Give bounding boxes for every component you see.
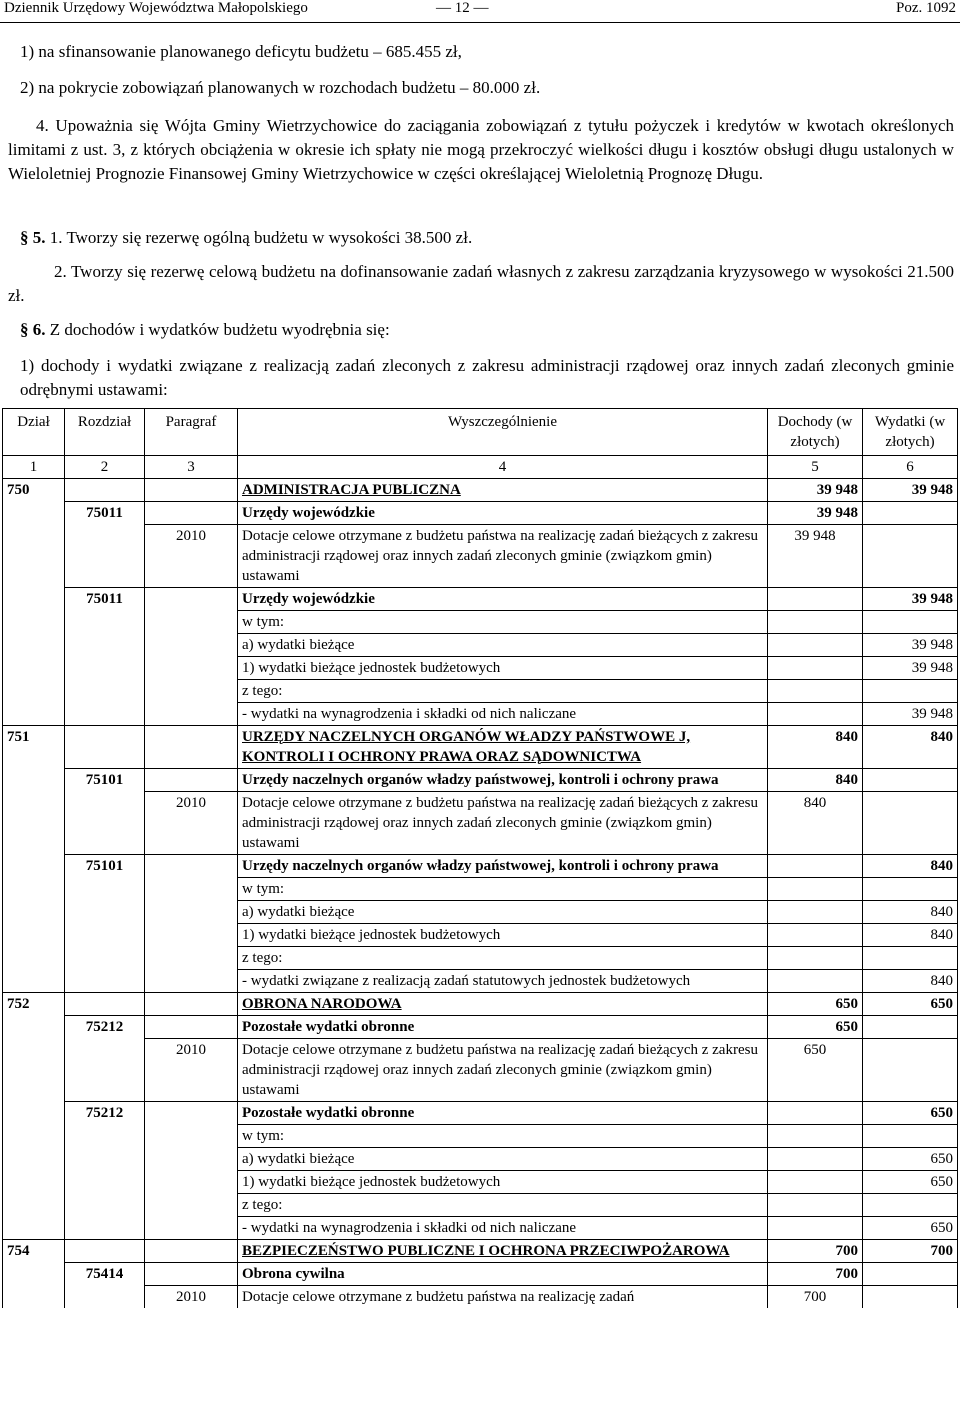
cell-description: Obrona cywilna (238, 1263, 768, 1286)
table-row (3, 878, 958, 901)
cell-rozdzial: 75011 (65, 502, 145, 525)
table-row (3, 1016, 958, 1039)
cell-paragraf (145, 634, 238, 657)
table-row (3, 855, 958, 878)
cell-description: a) wydatki bieżące (238, 901, 768, 924)
cell-paragraf (145, 1217, 238, 1240)
section-text: 1. Tworzy się rezerwę ogólną budżetu w wysokości 38.500 zł. (45, 228, 473, 247)
cell-rozdzial (65, 1125, 145, 1148)
table-row (3, 769, 958, 792)
table-row (3, 502, 958, 525)
cell-income (768, 1148, 863, 1171)
cell-income (768, 634, 863, 657)
cell-description: OBRONA NARODOWA (238, 993, 768, 1016)
cell-expenses: 39 948 (863, 657, 958, 680)
section-symbol: § 6. (20, 320, 46, 339)
cell-description: - wydatki związane z realizacją zadań statutowych jednostek budżetowych (238, 970, 768, 993)
cell-rozdzial: 75011 (65, 588, 145, 611)
cell-expenses (863, 611, 958, 634)
col-header-paragraf: Paragraf (145, 409, 238, 456)
cell-rozdzial (65, 634, 145, 657)
cell-description: z tego: (238, 680, 768, 703)
cell-expenses: 840 (863, 726, 958, 769)
table-row (3, 1125, 958, 1148)
cell-paragraf (145, 769, 238, 792)
paragraph-authorization (8, 114, 954, 186)
cell-income (768, 1102, 863, 1125)
cell-expenses: 840 (863, 924, 958, 947)
cell-rozdzial: 75212 (65, 1102, 145, 1125)
cell-rozdzial (65, 924, 145, 947)
cell-expenses (863, 1263, 958, 1286)
cell-expenses: 650 (863, 1171, 958, 1194)
section-text: Z dochodów i wydatków budżetu wyodrębnia się: (45, 320, 390, 339)
cell-rozdzial (65, 1286, 145, 1309)
col-number: 2 (65, 456, 145, 479)
cell-income: 650 (768, 993, 863, 1016)
cell-description: - wydatki na wynagrodzenia i składki od nich naliczane (238, 703, 768, 726)
cell-paragraf (145, 680, 238, 703)
cell-description: 1) wydatki bieżące jednostek budżetowych (238, 924, 768, 947)
cell-paragraf (145, 1194, 238, 1217)
cell-income: 39 948 (768, 479, 863, 502)
cell-expenses (863, 1194, 958, 1217)
cell-description: Dotacje celowe otrzymane z budżetu państwa na realizację zadań bieżących z zakresu administracji rządowej oraz innych zadań zleconych gminie (związkom gmin) ustawami (238, 792, 768, 855)
col-number: 1 (3, 456, 65, 479)
cell-description: Urzędy naczelnych organów władzy państwowej, kontroli i ochrony prawa (238, 769, 768, 792)
table-row (3, 479, 958, 502)
position-number: Poz. 1092 (896, 0, 956, 16)
cell-income (768, 878, 863, 901)
cell-dzial (3, 1286, 65, 1309)
cell-description: Urzędy naczelnych organów władzy państwowej, kontroli i ochrony prawa (238, 855, 768, 878)
cell-dzial (3, 1194, 65, 1217)
table-row (3, 588, 958, 611)
table-row (3, 947, 958, 970)
cell-expenses: 650 (863, 1102, 958, 1125)
cell-paragraf (145, 611, 238, 634)
cell-rozdzial (65, 680, 145, 703)
cell-rozdzial (65, 970, 145, 993)
table-row (3, 1240, 958, 1263)
cell-paragraf: 2010 (145, 792, 238, 855)
cell-income (768, 970, 863, 993)
table-row (3, 657, 958, 680)
cell-rozdzial (65, 1194, 145, 1217)
cell-rozdzial (65, 993, 145, 1016)
cell-dzial (3, 1102, 65, 1125)
cell-paragraf (145, 901, 238, 924)
cell-dzial (3, 855, 65, 878)
cell-income (768, 1125, 863, 1148)
cell-rozdzial (65, 878, 145, 901)
col-header-description: Wyszczególnienie (238, 409, 768, 456)
table-row (3, 1194, 958, 1217)
cell-description: BEZPIECZEŃSTWO PUBLICZNE I OCHRONA PRZECIWPOŻAROWA (238, 1240, 768, 1263)
cell-dzial: 752 (3, 993, 65, 1016)
table-row (3, 1039, 958, 1102)
table-row (3, 703, 958, 726)
cell-dzial (3, 1125, 65, 1148)
cell-paragraf (145, 1263, 238, 1286)
cell-dzial: 751 (3, 726, 65, 769)
cell-paragraf (145, 1148, 238, 1171)
cell-dzial (3, 1171, 65, 1194)
cell-dzial (3, 947, 65, 970)
cell-expenses: 840 (863, 901, 958, 924)
table-row (3, 1217, 958, 1240)
cell-income (768, 657, 863, 680)
cell-expenses (863, 947, 958, 970)
table-row (3, 1102, 958, 1125)
cell-expenses (863, 769, 958, 792)
cell-paragraf: 2010 (145, 1039, 238, 1102)
cell-expenses (863, 525, 958, 588)
cell-dzial (3, 769, 65, 792)
cell-income: 840 (768, 769, 863, 792)
cell-rozdzial (65, 1217, 145, 1240)
cell-description: ADMINISTRACJA PUBLICZNA (238, 479, 768, 502)
cell-rozdzial (65, 1148, 145, 1171)
table-row (3, 993, 958, 1016)
paragraph-obligations: 2) na pokrycie zobowiązań planowanych w rozchodach budżetu – 80.000 zł. (20, 78, 541, 97)
cell-dzial (3, 657, 65, 680)
cell-dzial (3, 634, 65, 657)
cell-expenses (863, 1286, 958, 1309)
cell-income: 700 (768, 1240, 863, 1263)
cell-income: 700 (768, 1263, 863, 1286)
cell-dzial (3, 611, 65, 634)
col-number: 3 (145, 456, 238, 479)
cell-dzial (3, 1217, 65, 1240)
cell-dzial (3, 502, 65, 525)
cell-description: Dotacje celowe otrzymane z budżetu państwa na realizację zadań bieżących z zakresu administracji rządowej oraz innych zadań zleconych gminie (związkom gmin) ustawami (238, 525, 768, 588)
item-text: 2. Tworzy się rezerwę celową budżetu na dofinansowanie zadań własnych z zakresu zarządzania kryzysowego w wysokości 21.500 zł. (8, 262, 954, 305)
page-number: — 12 — (436, 0, 489, 16)
cell-income (768, 1194, 863, 1217)
cell-income (768, 947, 863, 970)
cell-description: z tego: (238, 947, 768, 970)
cell-rozdzial (65, 525, 145, 588)
cell-rozdzial (65, 726, 145, 769)
budget-table (2, 408, 958, 1308)
cell-expenses (863, 792, 958, 855)
cell-expenses (863, 1016, 958, 1039)
cell-paragraf (145, 1016, 238, 1039)
cell-rozdzial (65, 792, 145, 855)
col-number: 5 (768, 456, 863, 479)
table-row (3, 1263, 958, 1286)
cell-rozdzial: 75101 (65, 855, 145, 878)
cell-income: 840 (768, 726, 863, 769)
cell-expenses (863, 1039, 958, 1102)
cell-description: z tego: (238, 1194, 768, 1217)
cell-expenses: 39 948 (863, 588, 958, 611)
section-6-item-1: 1) dochody i wydatki związane z realizacją zadań zleconych z zakresu administracji rządowej oraz innych zadań zleconych gminie odrębnymi ustawami: (20, 356, 954, 399)
cell-description: - wydatki na wynagrodzenia i składki od nich naliczane (238, 1217, 768, 1240)
cell-description: Dotacje celowe otrzymane z budżetu państwa na realizację zadań (238, 1286, 768, 1309)
cell-rozdzial: 75212 (65, 1016, 145, 1039)
cell-dzial: 754 (3, 1240, 65, 1263)
cell-paragraf (145, 947, 238, 970)
cell-rozdzial: 75414 (65, 1263, 145, 1286)
cell-paragraf: 2010 (145, 1286, 238, 1309)
cell-rozdzial (65, 611, 145, 634)
cell-income: 700 (768, 1286, 863, 1309)
cell-income (768, 588, 863, 611)
cell-expenses: 650 (863, 1217, 958, 1240)
cell-description: Urzędy wojewódzkie (238, 502, 768, 525)
cell-description: Urzędy wojewódzkie (238, 588, 768, 611)
cell-rozdzial (65, 947, 145, 970)
cell-description: w tym: (238, 878, 768, 901)
cell-income (768, 611, 863, 634)
cell-paragraf (145, 657, 238, 680)
cell-paragraf (145, 1171, 238, 1194)
cell-income: 39 948 (768, 525, 863, 588)
table-row (3, 1286, 958, 1309)
cell-income (768, 924, 863, 947)
cell-dzial (3, 970, 65, 993)
cell-dzial (3, 588, 65, 611)
table-row (3, 611, 958, 634)
col-number: 6 (863, 456, 958, 479)
col-header-income: Dochody (w złotych) (768, 409, 863, 456)
cell-description: URZĘDY NACZELNYCH ORGANÓW WŁADZY PAŃSTWOWE J, KONTROLI I OCHRONY PRAWA ORAZ SĄDOWNICTWA (238, 726, 768, 769)
cell-expenses: 650 (863, 1148, 958, 1171)
cell-paragraf (145, 703, 238, 726)
cell-paragraf (145, 1125, 238, 1148)
cell-rozdzial (65, 1240, 145, 1263)
cell-income (768, 901, 863, 924)
table-row (3, 970, 958, 993)
cell-expenses (863, 1125, 958, 1148)
cell-paragraf (145, 993, 238, 1016)
cell-description: Pozostałe wydatki obronne (238, 1016, 768, 1039)
paragraph-number: 4. (36, 116, 49, 135)
table-row (3, 680, 958, 703)
table-row (3, 924, 958, 947)
cell-paragraf (145, 1240, 238, 1263)
table-header-row (3, 409, 958, 456)
cell-rozdzial (65, 703, 145, 726)
cell-expenses: 840 (863, 970, 958, 993)
cell-income: 650 (768, 1039, 863, 1102)
cell-description: 1) wydatki bieżące jednostek budżetowych (238, 657, 768, 680)
table-row (3, 525, 958, 588)
cell-rozdzial (65, 1171, 145, 1194)
cell-dzial (3, 525, 65, 588)
cell-expenses (863, 502, 958, 525)
cell-rozdzial (65, 657, 145, 680)
cell-income: 650 (768, 1016, 863, 1039)
section-5-item-2 (8, 260, 954, 308)
cell-income (768, 1171, 863, 1194)
col-header-expenses: Wydatki (w złotych) (863, 409, 958, 456)
cell-expenses: 39 948 (863, 634, 958, 657)
table-row (3, 634, 958, 657)
cell-rozdzial (65, 479, 145, 502)
cell-dzial (3, 1148, 65, 1171)
journal-title: Dziennik Urzędowy Województwa Małopolskiego (4, 0, 308, 16)
paragraph-deficit: 1) na sfinansowanie planowanego deficytu budżetu – 685.455 zł, (20, 42, 462, 61)
cell-expenses (863, 680, 958, 703)
cell-expenses: 39 948 (863, 703, 958, 726)
col-number: 4 (238, 456, 768, 479)
cell-paragraf (145, 855, 238, 878)
cell-dzial (3, 792, 65, 855)
table-row (3, 1171, 958, 1194)
cell-income: 840 (768, 792, 863, 855)
cell-paragraf (145, 924, 238, 947)
paragraph-text: Upoważnia się Wójta Gminy Wietrzychowice do zaciągania zobowiązań z tytułu pożyczek i kredytów w kwotach określonych limitami z ust. 3, z których obciążenia w okresie ich spłaty nie mogą przekroczyć wielkości długu i kosztów obsługi długu ustalonych w Wieloletniej Prognozie Finansowej Gminy Wietrzychowice w części określającej Wieloletnią Prognozę Długu. (8, 116, 954, 183)
cell-dzial (3, 878, 65, 901)
cell-rozdzial (65, 1039, 145, 1102)
cell-dzial (3, 1263, 65, 1286)
cell-rozdzial: 75101 (65, 769, 145, 792)
cell-description: w tym: (238, 1125, 768, 1148)
cell-dzial (3, 1016, 65, 1039)
cell-dzial (3, 703, 65, 726)
cell-paragraf (145, 502, 238, 525)
section-5 (20, 226, 960, 250)
cell-expenses: 39 948 (863, 479, 958, 502)
cell-paragraf (145, 479, 238, 502)
cell-description: Pozostałe wydatki obronne (238, 1102, 768, 1125)
cell-paragraf (145, 878, 238, 901)
cell-paragraf (145, 588, 238, 611)
cell-description: Dotacje celowe otrzymane z budżetu państwa na realizację zadań bieżących z zakresu administracji rządowej oraz innych zadań zleconych gminie (związkom gmin) ustawami (238, 1039, 768, 1102)
cell-description: w tym: (238, 611, 768, 634)
table-row (3, 792, 958, 855)
cell-dzial (3, 1039, 65, 1102)
table-row (3, 726, 958, 769)
cell-description: 1) wydatki bieżące jednostek budżetowych (238, 1171, 768, 1194)
page-header (0, 0, 960, 23)
cell-income (768, 855, 863, 878)
cell-description: a) wydatki bieżące (238, 1148, 768, 1171)
cell-expenses: 840 (863, 855, 958, 878)
cell-paragraf (145, 1102, 238, 1125)
table-row (3, 901, 958, 924)
cell-expenses: 650 (863, 993, 958, 1016)
cell-dzial (3, 901, 65, 924)
cell-rozdzial (65, 901, 145, 924)
table-row (3, 1148, 958, 1171)
cell-expenses: 700 (863, 1240, 958, 1263)
cell-expenses (863, 878, 958, 901)
cell-income (768, 1217, 863, 1240)
cell-dzial (3, 924, 65, 947)
cell-income: 39 948 (768, 502, 863, 525)
table-number-row (3, 456, 958, 479)
cell-dzial (3, 680, 65, 703)
cell-income (768, 680, 863, 703)
cell-paragraf: 2010 (145, 525, 238, 588)
cell-income (768, 703, 863, 726)
cell-paragraf (145, 726, 238, 769)
col-header-dzial: Dział (3, 409, 65, 456)
section-6 (20, 318, 960, 342)
section-symbol: § 5. (20, 228, 46, 247)
cell-paragraf (145, 970, 238, 993)
col-header-rozdzial: Rozdział (65, 409, 145, 456)
cell-dzial: 750 (3, 479, 65, 502)
cell-description: a) wydatki bieżące (238, 634, 768, 657)
